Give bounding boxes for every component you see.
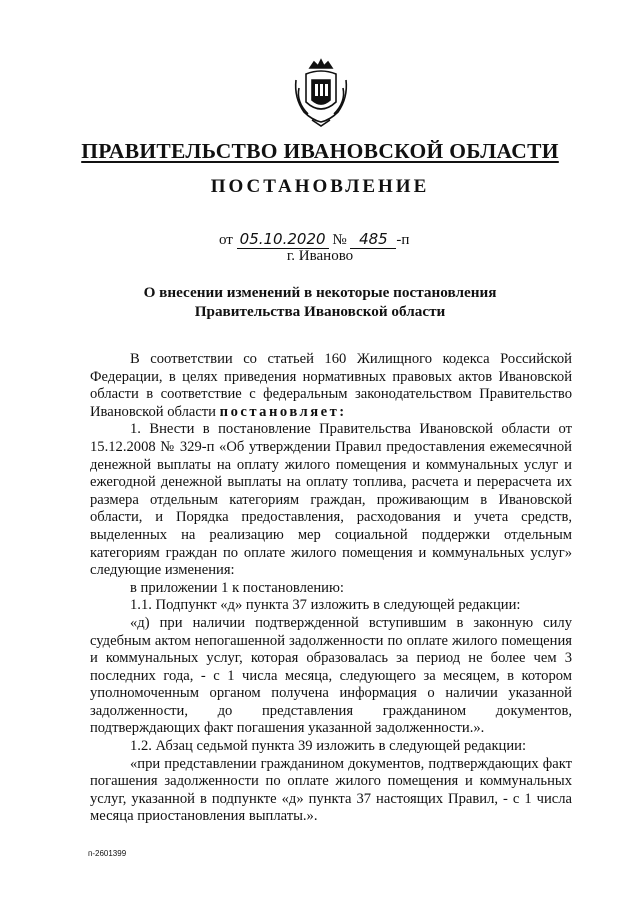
number-suffix: -п — [396, 232, 410, 248]
paragraph-3: 1.1. Подпункт «д» пункта 37 изложить в следующей редакции: — [130, 597, 521, 614]
subject-line-2: Правительства Ивановской области — [194, 303, 446, 320]
document-date: 05.10.2020 — [237, 230, 329, 249]
intro-text: В соответствии со статьей 160 Жилищного кодекса Российской Федерации, в целях приведения нормативных правовых актов Ивановской области в соответствие с федеральным законодательством Правительство Ивановской области — [90, 351, 572, 420]
date-prefix: от — [219, 232, 233, 248]
document-subject — [0, 283, 640, 321]
document-number: 485 — [350, 230, 396, 249]
number-prefix: № — [332, 232, 347, 248]
document-body — [90, 351, 572, 826]
document-type: ПОСТАНОВЛЕНИЕ — [210, 176, 430, 197]
footer-code: п-2601399 — [88, 849, 127, 858]
intro-decision: постановляет: — [219, 403, 347, 420]
paragraph-intro — [90, 351, 572, 421]
paragraph-5: 1.2. Абзац седьмой пункта 39 изложить в следующей редакции: — [130, 738, 527, 755]
date-number-line — [219, 230, 409, 249]
coat-of-arms-icon — [292, 58, 350, 128]
paragraph-4: «д) при наличии подтвержденной вступившим в законную силу судебным актом непогашенной задолженности по оплате жилого помещения и коммунальных услуг, которая образовалась за период не более чем 3 последних года, - с 1 числа месяца, следующего за месяцем, в котором уполномоченным органом получена информация о наличии указанной задолженности, до представления гражданином документов, подтверждающих факт погашения указанной задолженности.». — [90, 614, 572, 737]
paragraph-6: «при представлении гражданином документов, подтверждающих факт погашения задолженности по оплате жилого помещения и коммунальных услуг, указанной в подпункте «д» пункта 37 настоящих Правил, - с 1 числа месяца приостановления выплаты.». — [90, 755, 572, 825]
paragraph-2: в приложении 1 к постановлению: — [130, 579, 344, 596]
paragraph-1: 1. Внести в постановление Правительства Ивановской области от 15.12.2008 № 329-п «Об утверждении Правил предоставления ежемесячной денежной выплаты на оплату жилого помещения и коммунальных услуг и ежегодной денежной выплаты на оплату топлива, расчета и перерасчета их размера отдельным категориям граждан, проживающим в Ивановской области, и Порядка предоставления, расходования и учета средств, выделенных на реализацию мер социальной поддержки отдельным категориям граждан по оплате жилого помещения и коммунальных услуг» следующие изменения: — [90, 421, 572, 579]
city: г. Иваново — [286, 248, 354, 264]
organization-title: ПРАВИТЕЛЬСТВО ИВАНОВСКОЙ ОБЛАСТИ — [81, 139, 559, 163]
subject-line-1: О внесении изменений в некоторые постановления — [143, 284, 497, 301]
